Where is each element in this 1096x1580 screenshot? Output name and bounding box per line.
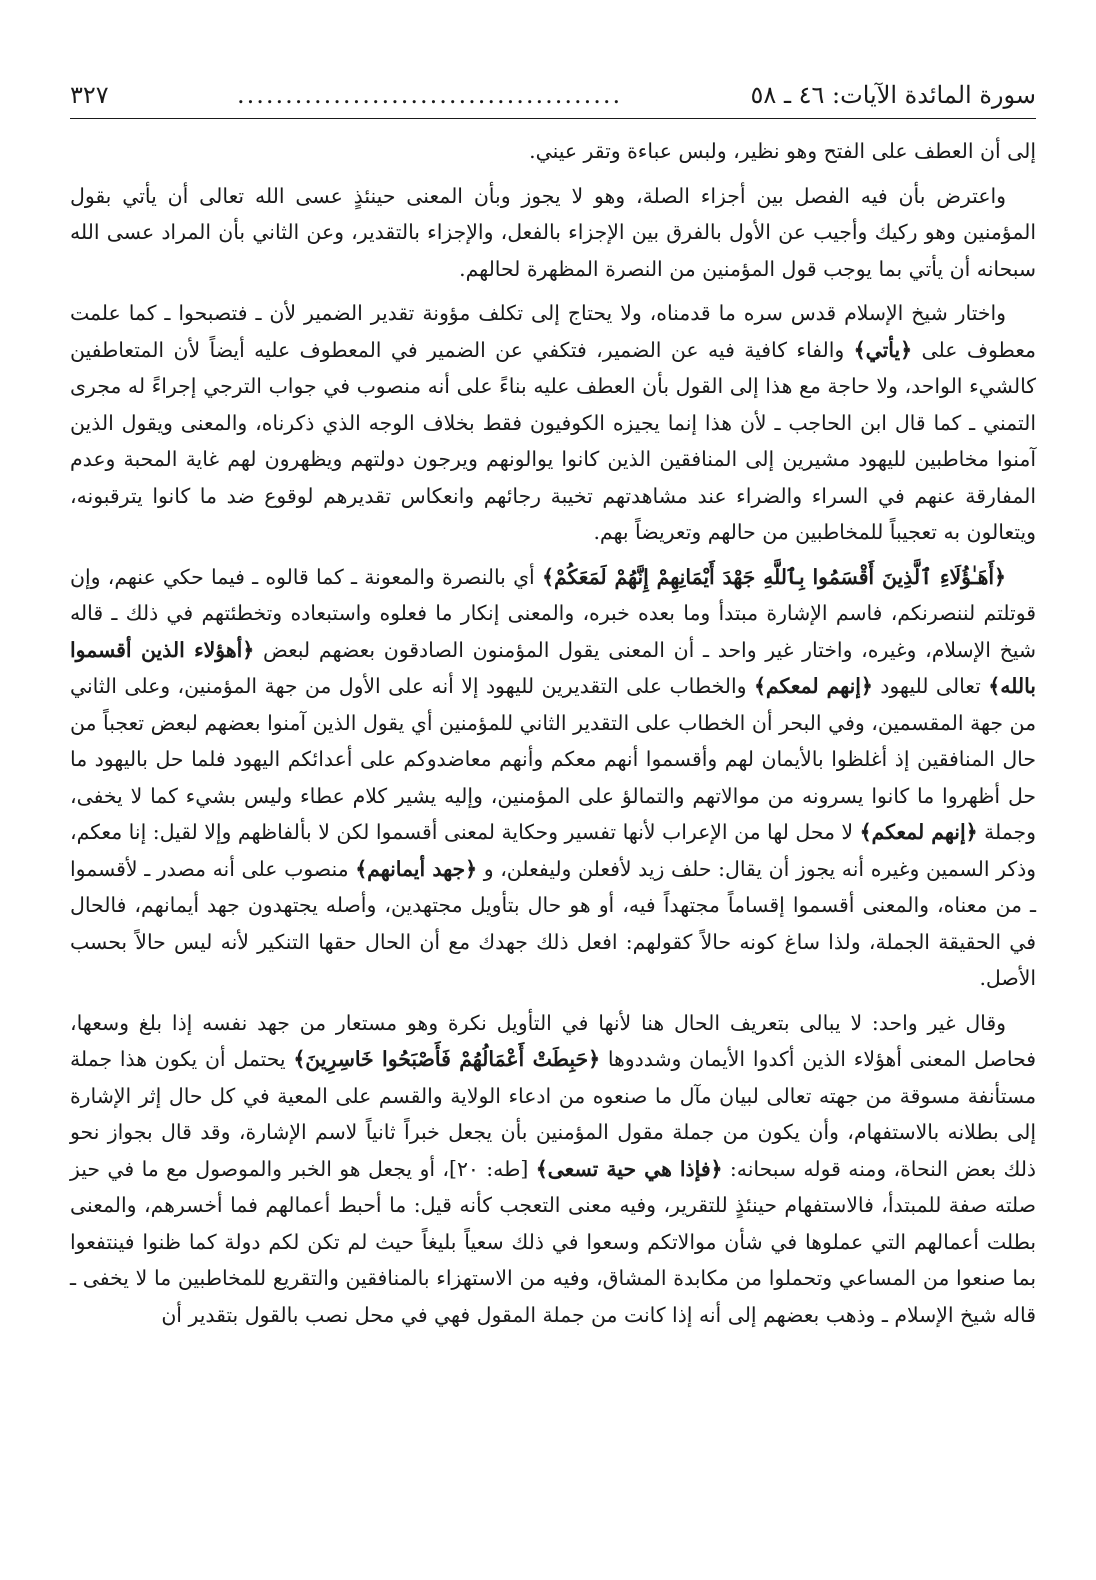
- commentary-body: [70, 133, 1036, 1333]
- running-header: [70, 78, 1036, 119]
- paragraph-1: إلى أن العطف على الفتح وهو نظير، ولبس عباءة وتقر عيني.: [529, 139, 1036, 163]
- page-number: ٣٢٧: [70, 81, 109, 109]
- quran-quote: ﴿إنهم لمعكم﴾: [753, 674, 873, 698]
- quran-quote: ﴿إنهم لمعكم﴾: [859, 820, 978, 844]
- quran-quote: ﴿جهد أيمانهم﴾: [355, 856, 478, 881]
- paragraph-4: ﴿أَهَـٰؤُلَاءِ ٱلَّذِينَ أَقْسَمُوا بِٱللَّهِ جَهْدَ أَيْمَانِهِمْ إِنَّهُمْ لَمَعَكُمْ﴾ أي بالنصرة والمعونة ـ كما قالوه ـ فيما حكي عنهم، وإن قوتلتم لننصرنكم، فاسم الإشارة مبتدأ وما بعده خبره، والمعنى إنكار ما فعلوه واستبعاده وتخطئتهم في ذلك ـ قاله شيخ الإسلام، وغيره، واختار غير واحد ـ أن المعنى يقول المؤمنون الصادقون بعضهم لبعض ﴿أهؤلاء الذين أقسموا بالله﴾ تعالى لليهود ﴿إنهم لمعكم﴾ والخطاب على التقديرين لليهود إلا أنه على الأول من جهة المؤمنين، وعلى الثاني من جهة المقسمين، وفي البحر أن الخطاب على التقدير الثاني للمؤمنين أي يقول الذين آمنوا بعضهم لبعض تعجباً من حال المنافقين إذ أغلظوا بالأيمان لهم وأقسموا أنهم معكم وأنهم معاضدوكم على أعدائكم اليهود فلما حل باليهود ما حل أظهروا ما كانوا يسرونه من موالاتهم والتمالؤ على المؤمنين، وإليه يشير كلام عطاء وليس بشيء كما لا يخفى، وجملة ﴿إنهم لمعكم﴾ لا محل لها من الإعراب لأنها تفسير وحكاية لمعنى أقسموا لكن لا بألفاظهم وإلا لقيل: إنا معكم، وذكر السمين وغيره أنه يجوز أن يقال: حلف زيد لأفعلن وليفعلن، و ﴿جهد أيمانهم﴾ منصوب على أنه مصدر ـ لأقسموا ـ من معناه، والمعنى أقسموا إقساماً مجتهداً فيه، أو هو حال بتأويل مجتهدين، وأصله يجتهدون جهد أيمانهم، فالحال في الحقيقة الجملة، ولذا ساغ كونه حالاً كقولهم: افعل ذلك جهدك مع أن الحال حقها التنكير لأنه ليس حالاً بحسب الأصل.: [70, 564, 1037, 990]
- paragraph-5: وقال غير واحد: لا يبالى بتعريف الحال هنا لأنها في التأويل نكرة وهو مستعار من جهد نفسه إذا بلغ وسعها، فحاصل المعنى أهؤلاء الذين أكدوا الأيمان وشددوها ﴿حَبِطَتْ أَعْمَالُهُمْ فَأَصْبَحُوا خَاسِرِينَ﴾ يحتمل أن يكون هذا جملة مستأنفة مسوقة من جهته تعالى لبيان مآل ما صنعوه من ادعاء الولاية والقسم على المعية في كل حال إثر الإشارة إلى بطلانه بالاستفهام، وأن يكون من جملة مقول المؤمنين بأن يجعل خبراً ثانياً لاسم الإشارة، وقد قال بجواز نحو ذلك بعض النحاة، ومنه قوله سبحانه: ﴿فإذا هي حية تسعى﴾ [طه: ٢٠]، أو يجعل هو الخبر والموصول مع ما في حيز صلته صفة للمبتدأ، فالاستفهام حينئذٍ للتقرير، وفيه معنى التعجب كأنه قيل: ما أحبط أعمالهم فما أخسرهم، والمعنى بطلت أعمالهم التي عملوها في شأن موالاتكم وسعوا في ذلك سعياً بليغاً حيث لم تكن لكم دولة كما ظنوا فينتفعوا بما صنعوا من المساعي وتحملوا من مكابدة المشاق، وفيه من الاستهزاء بالمنافقين والتقريع للمخاطبين ما لا يخفى ـ قاله شيخ الإسلام ـ وذهب بعضهم إلى أنه إذا كانت من جملة المقول فهي في محل نصب بالقول بتقدير أن: [70, 1010, 1036, 1327]
- paragraph-3: واختار شيخ الإسلام قدس سره ما قدمناه، ولا يحتاج إلى تكلف مؤونة تقدير الضمير لأن ـ فتصبحوا ـ كما علمت معطوف على ﴿يأتي﴾ والفاء كافية فيه عن الضمير، فتكفي عن الضمير في المعطوف عليه أيضاً لأن المتعاطفين كالشيء الواحد، ولا حاجة مع هذا إلى القول بأن العطف عليه بناءً على أنه منصوب في جواب الترجي إجراءً له مجرى التمني ـ كما قال ابن الحاجب ـ لأن هذا إنما يجيزه الكوفيون فقط بخلاف الوجه الذي ذكرناه، والمعنى ويقول الذين آمنوا مخاطبين لليهود مشيرين إلى المنافقين الذين كانوا يوالونهم ويرجون دولتهم ويظهرون لهم غاية المحبة وعدم المفارقة عنهم في السراء والضراء عند مشاهدتهم تخيبة رجائهم وانعكاس تقديرهم لوقوع ضد ما كانوا يترقبونه، ويتعالون به تعجيباً للمخاطبين من حالهم وتعريضاً بهم.: [70, 301, 1036, 544]
- paragraph-2: واعترض بأن فيه الفصل بين أجزاء الصلة، وهو لا يجوز وبأن المعنى حينئذٍ عسى الله تعالى أن يأتي بقول المؤمنين وهو ركيك وأجيب عن الأول بالفرق بين الإجزاء بالفعل، والإجزاء بالتقدير، وعن الثاني بأن المراد عسى الله سبحانه أن يأتي بما يوجب قول المؤمنين من النصرة المظهرة لحالهم.: [70, 183, 1036, 281]
- quran-quote: ﴿أهؤلاء الذين أقسموا بالله﴾: [70, 637, 1036, 698]
- quran-quote: ﴿أَهَـٰؤُلَاءِ ٱلَّذِينَ أَقْسَمُوا بِٱللَّهِ جَهْدَ أَيْمَانِهِمْ إِنَّهُمْ لَمَعَكُمْ﴾: [542, 564, 1007, 589]
- quran-quote: ﴿حَبِطَتْ أَعْمَالُهُمْ فَأَصْبَحُوا خَاسِرِينَ﴾: [293, 1047, 601, 1071]
- surah-title: سورة المائدة الآيات: ٤٦ ـ ٥٨: [750, 81, 1036, 109]
- quran-quote: ﴿فإذا هي حية تسعى﴾: [535, 1156, 723, 1181]
- leader-dots: ........................................: [237, 81, 623, 109]
- quran-quote: ﴿يأتي﴾: [853, 337, 913, 362]
- book-page: [70, 78, 1036, 1341]
